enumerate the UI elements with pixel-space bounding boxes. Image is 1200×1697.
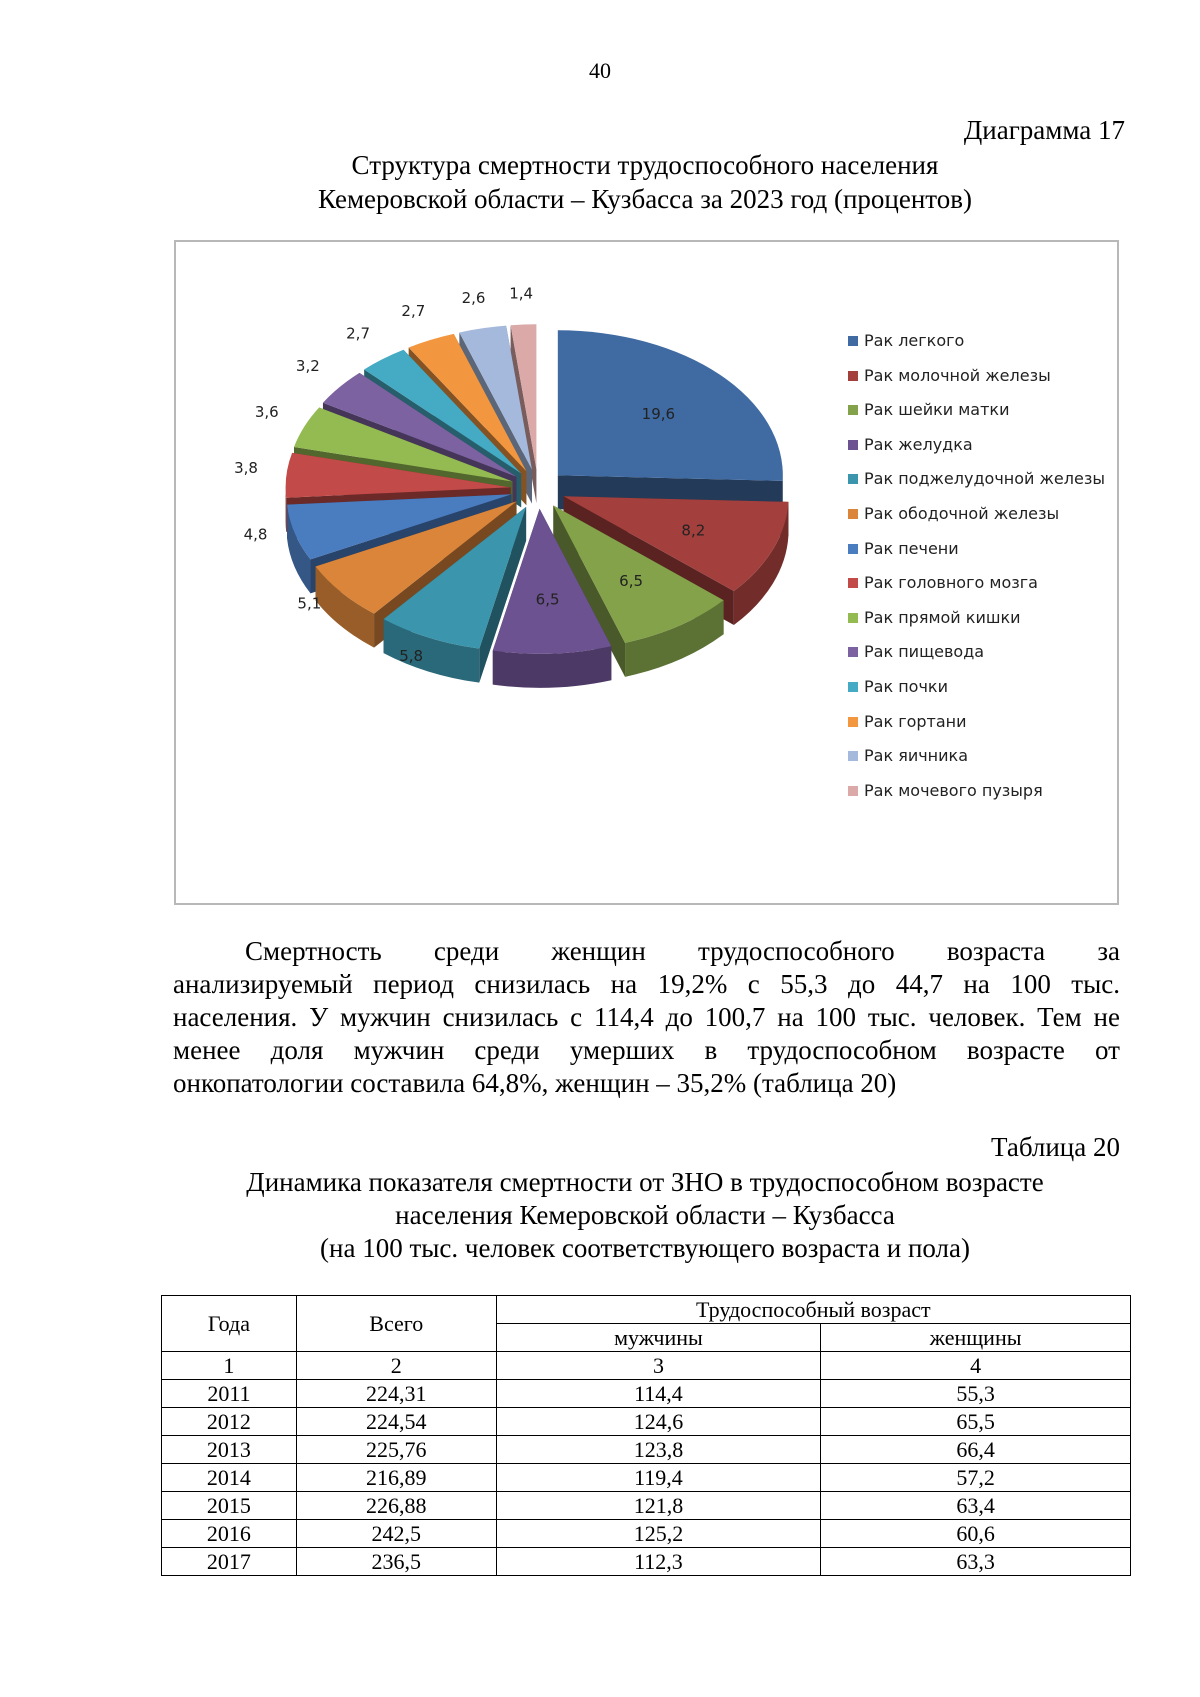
cell-men: 119,4 — [496, 1464, 821, 1492]
page-number: 40 — [589, 58, 611, 83]
cell-women: 65,5 — [821, 1408, 1131, 1436]
legend-label: Рак молочной железы — [864, 365, 1051, 385]
legend-swatch — [848, 682, 858, 692]
legend-label: Рак желудка — [864, 434, 973, 454]
data-label: 8,2 — [681, 521, 706, 540]
cell-women: 63,4 — [821, 1492, 1131, 1520]
column-number: 2 — [296, 1352, 496, 1380]
legend-label: Рак мочевого пузыря — [864, 780, 1043, 800]
legend-swatch — [848, 717, 858, 727]
cell-total: 226,88 — [296, 1492, 496, 1520]
cell-total: 224,54 — [296, 1408, 496, 1436]
legend-label: Рак гортани — [864, 711, 967, 731]
header-men: мужчины — [496, 1324, 821, 1352]
legend-swatch — [848, 440, 858, 450]
diagram-title — [0, 148, 1200, 216]
cell-women: 55,3 — [821, 1380, 1131, 1408]
cell-women: 66,4 — [821, 1436, 1131, 1464]
data-label: 2,6 — [461, 288, 486, 307]
paragraph-line: населения. У мужчин снизилась с 114,4 до 100,7 на 100 тыс. человек. Тем не — [173, 1002, 1120, 1032]
data-label: 4,8 — [243, 525, 268, 544]
data-label: 3,6 — [254, 402, 279, 421]
column-number-row — [162, 1352, 1131, 1380]
cell-year: 2014 — [162, 1464, 297, 1492]
legend-label: Рак яичника — [864, 746, 969, 766]
table-title-line: населения Кемеровской области – Кузбасса — [395, 1200, 895, 1230]
table-row — [162, 1436, 1131, 1464]
header-years: Года — [162, 1296, 297, 1352]
header-women: женщины — [821, 1324, 1131, 1352]
cell-women: 60,6 — [821, 1520, 1131, 1548]
table-row — [162, 1380, 1131, 1408]
data-label: 3,2 — [295, 356, 320, 375]
cell-total: 242,5 — [296, 1520, 496, 1548]
legend-item — [848, 503, 1059, 525]
legend-swatch — [848, 509, 858, 519]
legend-swatch — [848, 578, 858, 588]
data-label: 5,8 — [399, 647, 424, 666]
legend-item — [848, 330, 964, 352]
column-number: 1 — [162, 1352, 297, 1380]
table-row — [162, 1548, 1131, 1576]
paragraph-line: анализируемый период снизилась на 19,2% с 55,3 до 44,7 на 100 тыс. — [173, 969, 1120, 999]
legend-item — [848, 572, 1038, 594]
legend-label: Рак прямой кишки — [864, 607, 1021, 627]
cell-year: 2016 — [162, 1520, 297, 1548]
cell-total: 216,89 — [296, 1464, 496, 1492]
table-title-line: (на 100 тыс. человек соответствующего возраста и пола) — [320, 1233, 970, 1263]
legend-swatch — [848, 647, 858, 657]
legend-swatch — [848, 544, 858, 554]
diagram-title-line: Кемеровской области – Кузбасса за 2023 год (процентов) — [318, 184, 972, 214]
cell-total: 224,31 — [296, 1380, 496, 1408]
table-row — [162, 1464, 1131, 1492]
legend-label: Рак легкого — [864, 331, 965, 350]
cell-men: 123,8 — [496, 1436, 821, 1464]
paragraph-line: менее доля мужчин среди умерших в трудоспособном возрасте от — [173, 1035, 1120, 1065]
header-working-age: Трудоспособный возраст — [496, 1296, 1130, 1324]
legend-item — [848, 607, 1021, 629]
cell-year: 2012 — [162, 1408, 297, 1436]
mortality-table — [161, 1295, 1131, 1576]
legend-item — [848, 641, 984, 663]
legend-item — [848, 745, 968, 767]
data-label: 3,8 — [234, 458, 258, 477]
legend-swatch — [848, 751, 858, 761]
cell-men: 114,4 — [496, 1380, 821, 1408]
legend-item — [848, 780, 1043, 802]
data-label: 1,4 — [509, 284, 534, 303]
legend-item — [848, 711, 967, 733]
column-number: 3 — [496, 1352, 821, 1380]
cell-year: 2015 — [162, 1492, 297, 1520]
data-label: 2,7 — [346, 324, 371, 343]
header-total: Всего — [296, 1296, 496, 1352]
data-label: 5,1 — [297, 594, 322, 613]
data-label: 6,5 — [619, 572, 644, 591]
cell-year: 2011 — [162, 1380, 297, 1408]
cell-women: 57,2 — [821, 1464, 1131, 1492]
legend-swatch — [848, 336, 858, 346]
cell-men: 121,8 — [496, 1492, 821, 1520]
diagram-caption: Диаграмма 17 — [963, 115, 1125, 145]
data-label: 6,5 — [535, 590, 560, 609]
legend-item — [848, 468, 1105, 490]
legend-swatch — [848, 405, 858, 415]
legend-label: Рак ободочной железы — [864, 504, 1060, 523]
cell-men: 124,6 — [496, 1408, 821, 1436]
data-label: 2,7 — [401, 302, 426, 321]
legend-swatch — [848, 474, 858, 484]
cell-total: 225,76 — [296, 1436, 496, 1464]
legend-item — [848, 399, 1010, 421]
paragraph-line: онкопатологии составила 64,8%, женщин – 35,2% (таблица 20) — [173, 1068, 897, 1098]
legend-item — [848, 365, 1051, 387]
pie-chart-frame — [174, 240, 1119, 905]
table-caption: Таблица 20 — [991, 1132, 1120, 1162]
legend-label: Рак печени — [864, 538, 959, 558]
table-row — [162, 1492, 1131, 1520]
legend-label: Рак почки — [864, 677, 948, 696]
diagram-title-line: Структура смертности трудоспособного населения — [351, 150, 939, 180]
legend-label: Рак пищевода — [864, 642, 985, 662]
legend-label: Рак головного мозга — [864, 573, 1038, 593]
legend-label: Рак шейки матки — [864, 400, 1010, 420]
legend-swatch — [848, 371, 858, 381]
cell-year: 2017 — [162, 1548, 297, 1576]
table-row — [162, 1408, 1131, 1436]
data-label: 19,6 — [641, 404, 676, 423]
cell-men: 112,3 — [496, 1548, 821, 1576]
cell-year: 2013 — [162, 1436, 297, 1464]
table-row — [162, 1520, 1131, 1548]
cell-total: 236,5 — [296, 1548, 496, 1576]
table-header-row — [162, 1296, 1131, 1324]
legend-label: Рак поджелудочной железы — [864, 469, 1105, 489]
legend-item — [848, 434, 973, 456]
legend-item — [848, 538, 959, 560]
cell-women: 63,3 — [821, 1548, 1131, 1576]
legend-swatch — [848, 613, 858, 623]
table-title-line: Динамика показателя смертности от ЗНО в трудоспособном возрасте — [246, 1167, 1044, 1197]
column-number: 4 — [821, 1352, 1131, 1380]
legend-swatch — [848, 786, 858, 796]
cell-men: 125,2 — [496, 1520, 821, 1548]
table-title — [0, 1166, 1200, 1265]
paragraph-line: Смертность среди женщин трудоспособного возраста за — [245, 936, 1120, 966]
body-paragraph — [173, 935, 1120, 1100]
legend-item — [848, 676, 948, 698]
